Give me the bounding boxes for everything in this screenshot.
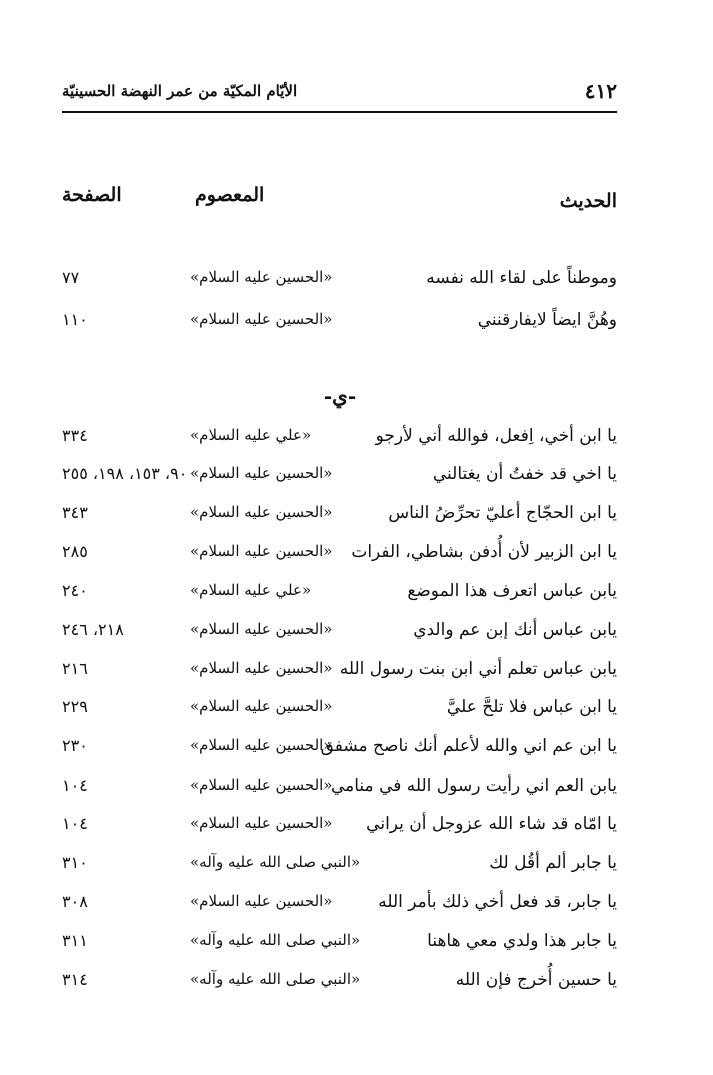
page-reference: ٢٨٥ [62,542,88,561]
page-reference: ١١٠ [62,310,88,329]
hadith-text: يابن العم اني رأيت رسول الله في منامي [330,776,617,796]
masum-name: «الحسين عليه السلام» [190,814,333,832]
masum-name: «الحسين عليه السلام» [190,310,333,328]
hadith-text: يابن عباس اتعرف هذا الموضع [407,581,617,601]
masum-name: «الحسين عليه السلام» [190,659,333,677]
index-row [0,542,713,576]
masum-name: «الحسين عليه السلام» [190,892,333,910]
index-row [0,776,713,810]
page-reference: ٢١٦ [62,659,88,678]
hadith-text: يا جابر، قد فعل أخي ذلك بأمر الله [378,892,617,912]
masum-name: «علي عليه السلام» [190,426,312,444]
masum-name: «النبي صلى الله عليه وآله» [190,970,361,988]
masum-name: «الحسين عليه السلام» [190,736,333,754]
hadith-text: يا اخي قد خفتُ أن يغتالني [432,464,617,484]
column-header-masum: المعصوم [195,184,265,206]
page-reference: ٣٣٤ [62,426,88,445]
hadith-text: يا حسين أُخرج فإن الله [455,970,617,990]
hadith-text: يا ابن الحجّاج أعليّ تحرِّضُ الناس [388,503,617,523]
index-row [0,931,713,965]
index-row [0,853,713,887]
page-reference: ٣١٤ [62,970,88,989]
index-row [0,892,713,926]
index-row [0,970,713,1004]
page-reference: ٢١٨، ٢٤٦ [62,620,124,639]
hadith-text: وموطناً على لقاء الله نفسه [426,268,617,288]
page-reference: ٩٠، ١٥٣، ١٩٨، ٢٥٥ [62,464,188,483]
page-reference: ٣١٠ [62,853,88,872]
column-header-page: الصفحة [62,184,122,206]
index-row [0,814,713,848]
masum-name: «علي عليه السلام» [190,581,312,599]
hadith-text: يا ابن عباس فلا تلحَّ عليَّ [446,697,617,717]
page-reference: ٢٢٩ [62,697,88,716]
masum-name: «الحسين عليه السلام» [190,697,333,715]
index-row [0,310,713,344]
index-row [0,268,713,302]
page-header [62,74,617,108]
page-reference: ٣٤٣ [62,503,88,522]
page-reference: ٧٧ [62,268,80,287]
hadith-text: يا ابن أخي، اِفعل، فوالله أني لأرجو [375,426,617,446]
hadith-text: وهُنَّ ايضاً لايفارقنني [477,310,617,330]
index-row [0,503,713,537]
hadith-text: يا امّاه قد شاء الله عزوجل أن يراني [366,814,617,834]
masum-name: «الحسين عليه السلام» [190,542,333,560]
page-reference: ١٠٤ [62,814,88,833]
masum-name: «الحسين عليه السلام» [190,620,333,638]
page-reference: ١٠٤ [62,776,88,795]
masum-name: «النبي صلى الله عليه وآله» [190,853,361,871]
index-row [0,697,713,731]
masum-name: «الحسين عليه السلام» [190,776,333,794]
hadith-text: يا جابر هذا ولدي معي هاهنا [427,931,617,951]
hadith-text: يابن عباس أنك إبن عم والدي [413,620,617,640]
index-row [0,464,713,498]
hadith-text: يا ابن الزبير لأن أُدفن بشاطي، الفرات [351,542,617,562]
masum-name: «النبي صلى الله عليه وآله» [190,931,361,949]
page-reference: ٣١١ [62,931,88,950]
index-row [0,659,713,693]
page-reference: ٢٣٠ [62,736,88,755]
page-reference: ٣٠٨ [62,892,88,911]
index-row [0,620,713,654]
index-row [0,426,713,460]
page-number: ٤١٢ [584,79,617,103]
hadith-text: يا جابر ألم أقُل لك [489,853,617,873]
masum-name: «الحسين عليه السلام» [190,268,333,286]
header-rule [62,111,617,113]
index-row [0,736,713,770]
masum-name: «الحسين عليه السلام» [190,464,333,482]
running-title: الأيّام المكيّة من عمر النهضة الحسينيّة [62,82,298,100]
section-letter-heading: -ي- [323,384,357,408]
column-headers [0,180,713,220]
masum-name: «الحسين عليه السلام» [190,503,333,521]
hadith-text: يا ابن عم اني والله لأعلم أنك ناصح مشفق [320,736,617,756]
page-reference: ٢٤٠ [62,581,88,600]
index-row [0,581,713,615]
hadith-text: يابن عباس تعلم أني ابن بنت رسول الله [339,659,617,679]
column-header-hadith: الحديث [559,190,617,212]
